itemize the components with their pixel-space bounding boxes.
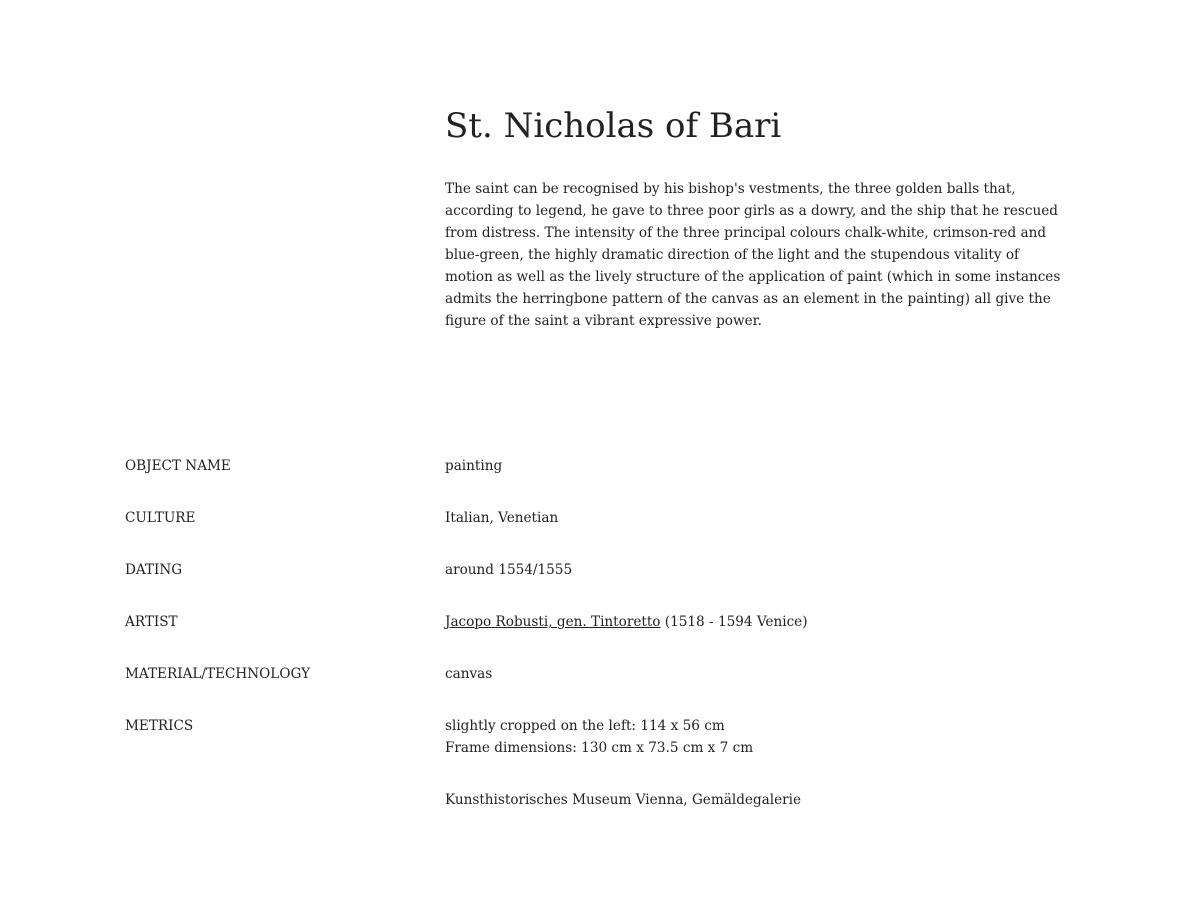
artwork-header xyxy=(445,100,1075,152)
detail-label-collection xyxy=(125,789,445,811)
detail-row-metrics xyxy=(125,715,1125,759)
detail-value-artist xyxy=(445,611,1125,633)
detail-value-dating: around 1554/1555 xyxy=(445,562,573,578)
metrics-line-frame: Frame dimensions: 130 cm x 73.5 cm x 7 cm xyxy=(445,740,754,756)
detail-value-collection: Kunsthistorisches Museum Vienna, Gemäldegalerie xyxy=(445,792,802,808)
detail-row-dating xyxy=(125,559,1125,581)
metrics-line-cropped: slightly cropped on the left: 114 x 56 cm xyxy=(445,718,725,734)
artist-lifespan: (1518 - 1594 Venice) xyxy=(660,614,808,630)
detail-row-collection xyxy=(125,789,1125,811)
detail-row-object-name xyxy=(125,455,1125,477)
detail-label-culture: CULTURE xyxy=(125,510,196,526)
detail-value-culture: Italian, Venetian xyxy=(445,510,559,526)
detail-value-metrics xyxy=(445,715,1125,759)
artwork-description: The saint can be recognised by his bishop's vestments, the three golden balls that, according to legend, he gave to three poor girls as a dowry, and the ship that he rescued from distress. The intensity of the three principal colours chalk-white, crimson-red and blue-green, the highly dramatic direction of the light and the stupendous vitality of motion as well as the lively structure of the application of paint (which in some instances admits the herringbone pattern of the canvas as an element in the painting) all give the figure of the saint a vibrant expressive power. xyxy=(445,181,1061,329)
detail-label-dating: DATING xyxy=(125,562,183,578)
detail-label-metrics: METRICS xyxy=(125,718,194,734)
detail-row-artist xyxy=(125,611,1125,633)
detail-value-object-name: painting xyxy=(445,458,503,474)
page-title: St. Nicholas of Bari xyxy=(445,106,782,146)
detail-label-artist: ARTIST xyxy=(125,614,178,630)
artist-link[interactable]: Jacopo Robusti, gen. Tintoretto xyxy=(445,614,661,630)
detail-label-material: MATERIAL/TECHNOLOGY xyxy=(125,666,311,682)
detail-row-material xyxy=(125,663,1125,685)
detail-value-material: canvas xyxy=(445,666,493,682)
details-table xyxy=(125,455,1125,841)
detail-label-object-name: OBJECT NAME xyxy=(125,458,231,474)
detail-row-culture xyxy=(125,507,1125,529)
